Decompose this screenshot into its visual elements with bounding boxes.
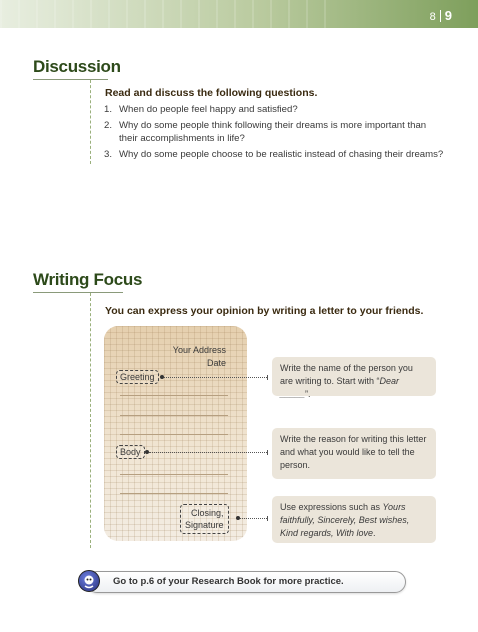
body-connector-end (267, 450, 268, 455)
question-item (104, 103, 444, 116)
letter-address: Your Address (172, 345, 226, 355)
body-connector (149, 452, 267, 453)
question-text: Why do some people think following their dreams is more important than their accomplishments in life? (119, 120, 427, 144)
discussion-title: Discussion (33, 57, 121, 76)
greeting-connector-end (267, 375, 268, 380)
header-texture (0, 0, 330, 28)
body-note (272, 428, 436, 479)
page-number-left: 8 (429, 11, 436, 23)
closing-note-examples: Yours faithfully, Sincerely, Best wishes, Kind regards, With love (280, 502, 410, 538)
header-bar (0, 0, 478, 28)
letter-line (120, 415, 228, 416)
body-tag: Body (116, 445, 145, 459)
question-text: Why do some people choose to be realistic instead of chasing their dreams? (119, 149, 444, 160)
character-icon (78, 570, 100, 592)
question-number: 2. (104, 120, 113, 131)
research-book-banner (86, 571, 406, 593)
greeting-connector (164, 377, 267, 378)
writing-focus-title: Writing Focus (33, 270, 143, 289)
signature-label: Signature (185, 520, 224, 530)
page-number-divider (440, 10, 441, 22)
greeting-tag: Greeting (116, 370, 159, 384)
discussion-underline (33, 79, 108, 80)
greeting-note (272, 357, 436, 399)
letter-template (104, 326, 247, 541)
closing-note-end: . (372, 528, 376, 538)
discussion-margin-line (90, 80, 91, 164)
body-note-text: Write the reason for writing this letter and what you would like to tell the person. (280, 434, 427, 470)
letter-line (120, 395, 228, 396)
closing-connector (240, 518, 267, 519)
greeting-note-example: Dear _____ (280, 376, 400, 399)
writing-focus-underline (33, 292, 123, 293)
writing-focus-margin-line (90, 293, 91, 548)
letter-line (120, 474, 228, 475)
question-item (104, 148, 444, 161)
closing-note-text: Use expressions such as (280, 502, 383, 512)
question-text: When do people feel happy and satisfied? (119, 104, 298, 115)
writing-focus-instruction: You can express your opinion by writing a letter to your friends. (105, 305, 424, 317)
discussion-question-list (104, 103, 444, 164)
letter-line (120, 434, 228, 435)
character-icon-graphic (79, 571, 99, 591)
research-book-text: Go to p.6 of your Research Book for more practice. (113, 576, 344, 587)
greeting-note-end: ”. (305, 389, 311, 399)
closing-note (272, 496, 436, 543)
page-numbers (430, 8, 452, 23)
question-item (104, 119, 444, 145)
greeting-note-text: Write the name of the person you are writing to. Start with “ (280, 363, 413, 386)
question-number: 1. (104, 104, 113, 115)
letter-date: Date (206, 358, 226, 368)
closing-connector-end (267, 516, 268, 521)
question-number: 3. (104, 149, 113, 160)
closing-signature-tag (180, 504, 229, 534)
discussion-instruction: Read and discuss the following questions. (105, 87, 318, 99)
closing-label: Closing, (191, 508, 224, 518)
page-number-right: 9 (444, 8, 452, 23)
letter-line (120, 493, 228, 494)
